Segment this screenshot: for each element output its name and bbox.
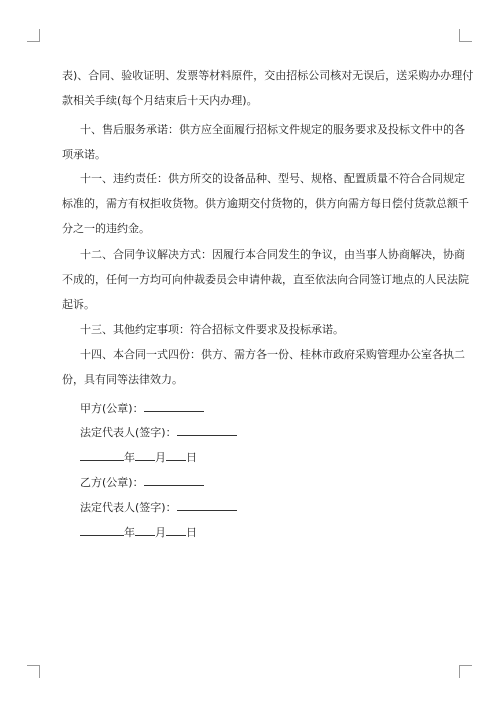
party-b-seal-label: 乙方(公章)：: [80, 476, 144, 489]
party-b-seal-line: [80, 474, 204, 490]
clause-12-line: 十二、合同争议解决方式：因履行本合同发生的争议，由当事人协商解决，协商: [80, 248, 465, 261]
party-a-seal-line: [80, 400, 204, 416]
corner-mark-bottom-left: [27, 665, 40, 678]
party-a-month-blank[interactable]: [135, 449, 155, 461]
clause-14-line: 十四、本合同一式四份：供方、需方各一份、桂林市政府采购管理办公室各执二: [80, 348, 465, 361]
day-label: 日: [186, 526, 197, 539]
party-b-date-line: [80, 524, 197, 540]
clause-12-line: 不成的，任何一方均可向仲裁委员会申请仲裁，直至依法向合同签订地点的人民法院: [62, 273, 469, 286]
clause-11-line: 分之一的违约金。: [62, 222, 150, 235]
party-b-year-blank[interactable]: [80, 524, 124, 536]
clause-10-line: 项承诺。: [62, 148, 106, 161]
party-a-rep-label: 法定代表人(签字)：: [80, 426, 177, 439]
clause-14-line: 份，具有同等法律效力。: [62, 373, 183, 386]
party-b-rep-blank[interactable]: [177, 499, 237, 511]
party-b-month-blank[interactable]: [135, 524, 155, 536]
corner-mark-bottom-right: [459, 665, 472, 678]
party-a-date-line: [80, 449, 197, 465]
clause-11-line: 标准的，需方有权拒收货物。供方逾期交付货物的，供方向需方每日偿付货款总额千: [62, 197, 469, 210]
month-label: 月: [155, 451, 166, 464]
party-a-day-blank[interactable]: [166, 449, 186, 461]
party-a-seal-label: 甲方(公章)：: [80, 402, 144, 415]
party-a-year-blank[interactable]: [80, 449, 124, 461]
party-b-day-blank[interactable]: [166, 524, 186, 536]
corner-mark-top-left: [27, 29, 40, 42]
clause-13-line: 十三、其他约定事项：符合招标文件要求及投标承诺。: [80, 323, 344, 336]
body-line: 款相关手续(每个月结束后十天内办理)。: [62, 94, 258, 107]
clause-10-line: 十、售后服务承诺：供方应全面履行招标文件规定的服务要求及投标文件中的各: [80, 123, 465, 136]
party-b-seal-blank[interactable]: [144, 474, 204, 486]
party-a-rep-blank[interactable]: [177, 424, 237, 436]
party-a-rep-line: [80, 424, 237, 440]
party-b-rep-line: [80, 499, 237, 515]
corner-mark-top-right: [459, 29, 472, 42]
month-label: 月: [155, 526, 166, 539]
year-label: 年: [124, 451, 135, 464]
year-label: 年: [124, 526, 135, 539]
party-a-seal-blank[interactable]: [144, 400, 204, 412]
party-b-rep-label: 法定代表人(签字)：: [80, 501, 177, 514]
day-label: 日: [186, 451, 197, 464]
clause-11-line: 十一、违约责任：供方所交的设备品种、型号、规格、配置质量不符合合同规定: [80, 172, 465, 185]
clause-12-line: 起诉。: [62, 298, 95, 311]
body-line: 表)、合同、验收证明、发票等材料原件，交由招标公司核对无误后，送采购办办理付: [62, 69, 474, 82]
